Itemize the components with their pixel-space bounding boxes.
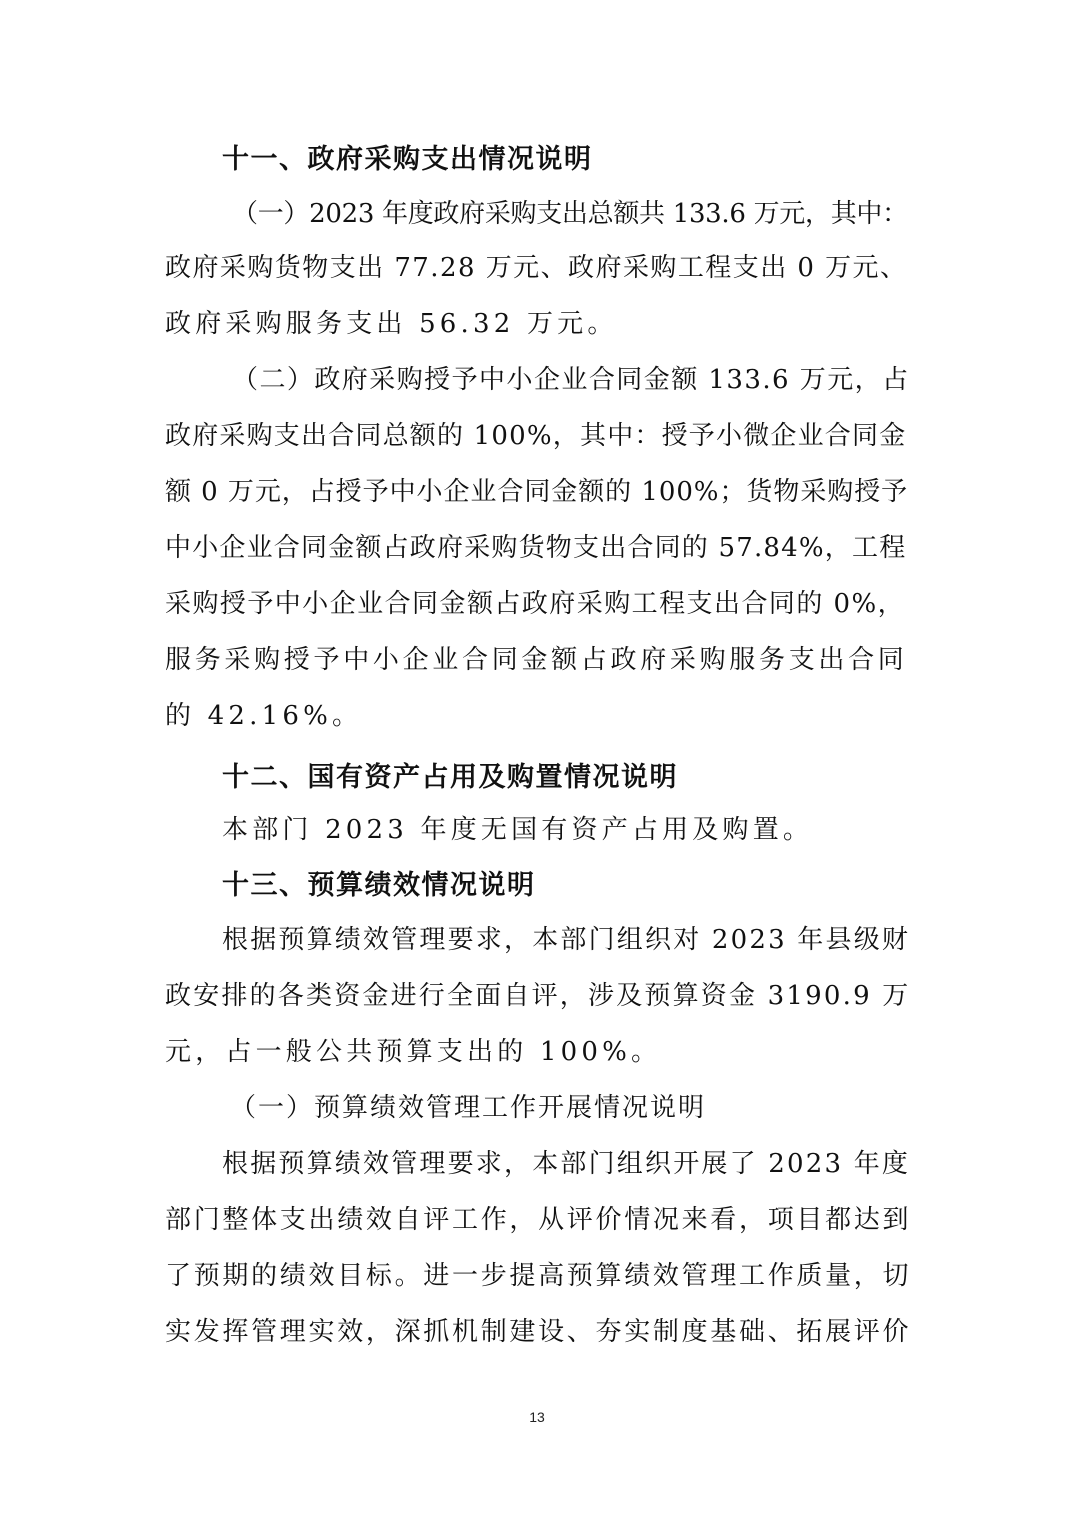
- paragraph-line: 的 42.16%。: [165, 701, 363, 731]
- paragraph-line: 政安排的各类资金进行全面自评，涉及预算资金 3190.9 万: [165, 981, 911, 1011]
- paragraph-line: 政府采购支出合同总额的 100%，其中：授予小微企业合同金: [165, 421, 907, 451]
- paragraph-line: 实发挥管理实效，深抓机制建设、夯实制度基础、拓展评价: [165, 1317, 912, 1347]
- paragraph-line: 额 0 万元，占授予中小企业合同金额的 100%；货物采购授予: [165, 477, 909, 507]
- paragraph-line: （二）政府采购授予中小企业合同金额 133.6 万元，占: [232, 365, 910, 395]
- section-heading-12: 十二、国有资产占用及购置情况说明: [222, 762, 678, 793]
- subsection-heading: （一）预算绩效管理工作开展情况说明: [230, 1093, 707, 1123]
- paragraph-line: 部门整体支出绩效自评工作，从评价情况来看，项目都达到: [165, 1205, 912, 1235]
- paragraph-line: 政府采购货物支出 77.28 万元、政府采购工程支出 0 万元、: [165, 253, 908, 283]
- paragraph-line: 元，占一般公共预算支出的 100%。: [165, 1037, 662, 1067]
- paragraph-line: 根据预算绩效管理要求，本部门组织开展了 2023 年度: [222, 1149, 911, 1179]
- paragraph-line: 本部门 2023 年度无国有资产占用及购置。: [222, 815, 814, 845]
- paragraph-line: （一）2023 年度政府采购支出总额共 133.6 万元，其中：: [232, 199, 908, 229]
- paragraph-line: 服务采购授予中小企业合同金额占政府采购服务支出合同: [165, 645, 908, 675]
- paragraph-line: 根据预算绩效管理要求，本部门组织对 2023 年县级财: [222, 925, 911, 955]
- paragraph-line: 采购授予中小企业合同金额占政府采购工程支出合同的 0%，: [165, 589, 906, 619]
- paragraph-line: 中小企业合同金额占政府采购货物支出合同的 57.84%，工程: [165, 533, 907, 563]
- section-heading-11: 十一、政府采购支出情况说明: [222, 144, 593, 175]
- page-number: 13: [529, 1409, 545, 1425]
- paragraph-line: 了预期的绩效目标。进一步提高预算绩效管理工作质量，切: [165, 1261, 912, 1291]
- paragraph-line: 政府采购服务支出 56.32 万元。: [165, 309, 618, 339]
- section-heading-13: 十三、预算绩效情况说明: [222, 870, 536, 901]
